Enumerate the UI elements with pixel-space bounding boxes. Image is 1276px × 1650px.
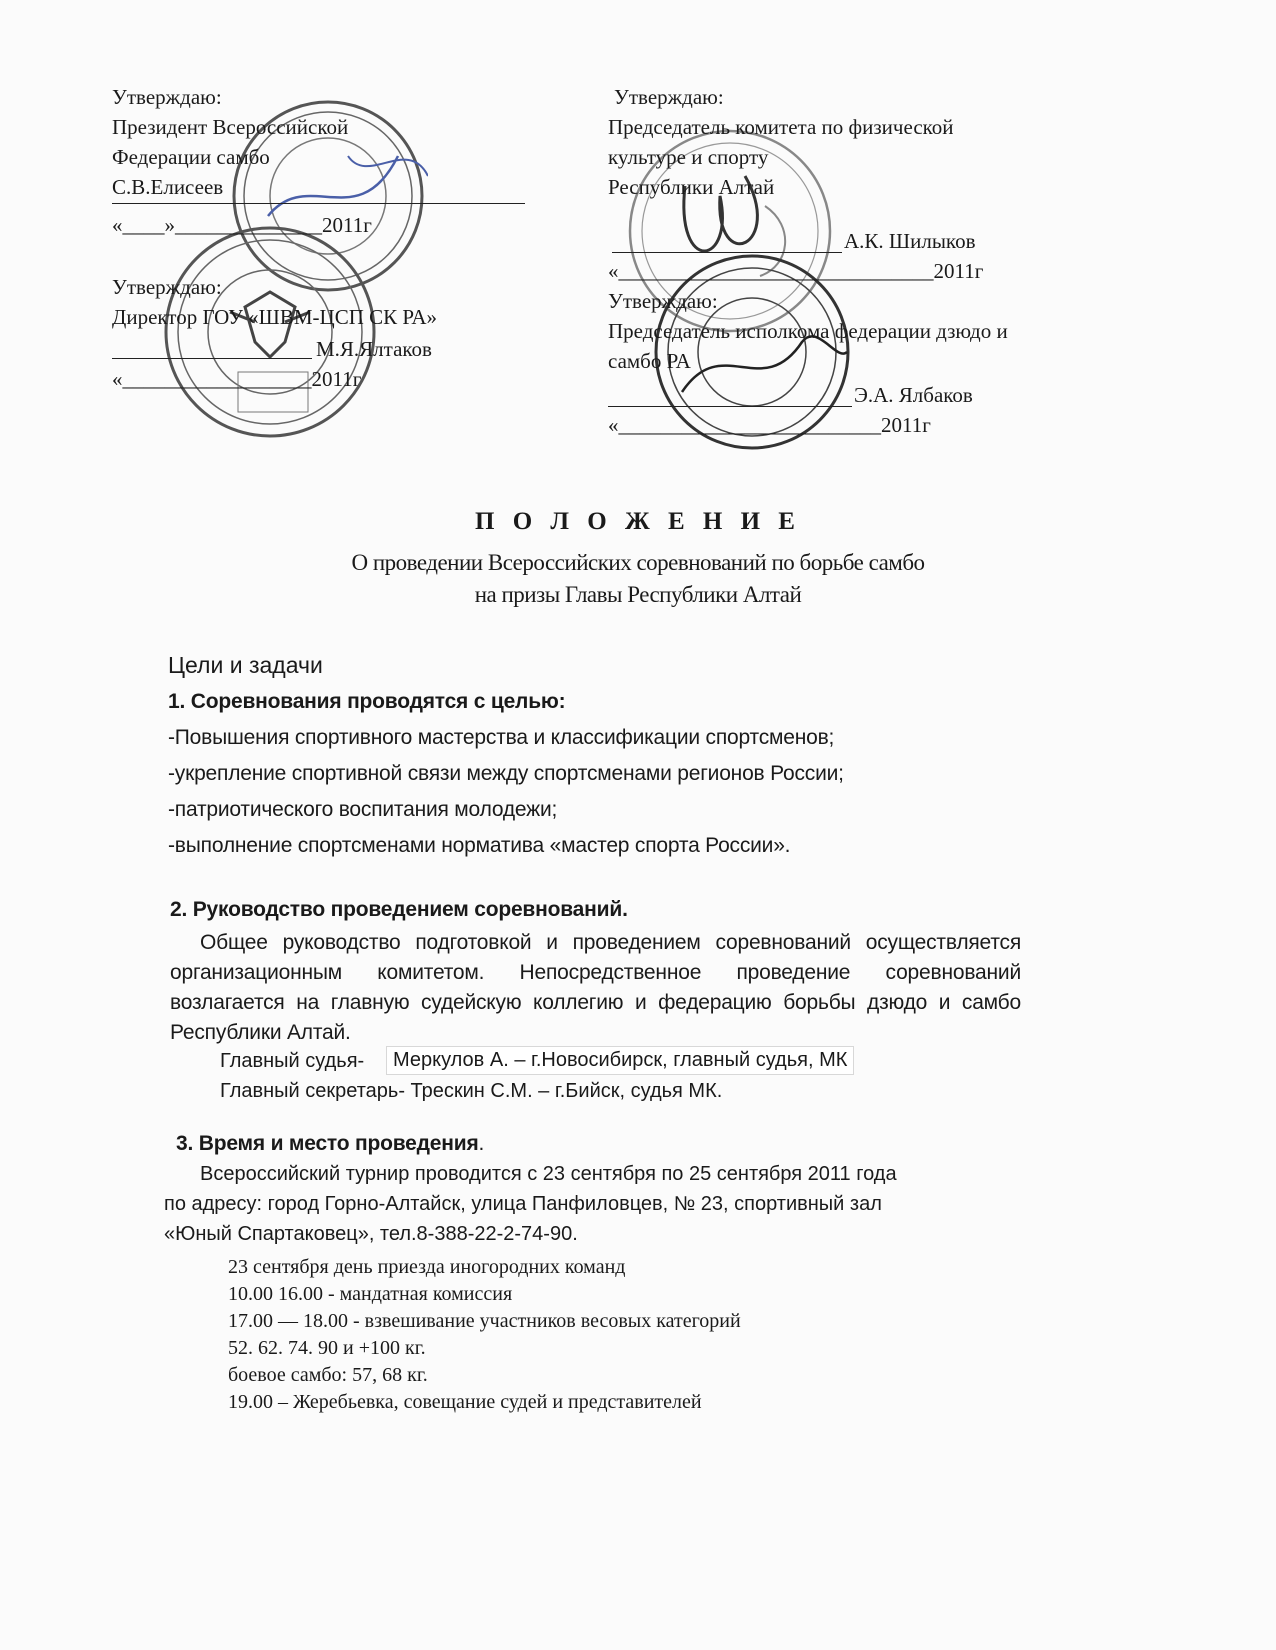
section1-title: 1. Соревнования проводятся с целью:: [168, 690, 566, 713]
document-subtitle: О проведении Всероссийских соревнований по борьбе самбо: [351, 550, 925, 575]
section3-title: [176, 1132, 484, 1156]
goals-heading: Цели и задачи: [168, 652, 323, 678]
venue-line: по адресу: город Горно-Алтайск, улица Панфиловцев, № 23, спортивный зал: [164, 1193, 882, 1215]
schedule-item: боевое самбо: 57, 68 кг.: [228, 1364, 428, 1386]
approver-name: А.К. Шилыков: [844, 229, 976, 253]
approval-date: «_________________________2011г: [608, 413, 931, 437]
signature-line: [608, 406, 852, 407]
goal-item: -укрепление спортивной связи между спортсменами регионов России;: [168, 762, 844, 785]
signature-line: [612, 252, 842, 253]
schedule-list: [228, 1254, 741, 1416]
schedule-item: 23 сентября день приезда иногородних команд: [228, 1256, 626, 1278]
approver-position: Председатель исполкома федерации дзюдо и: [608, 319, 1008, 343]
signature-line: [112, 358, 312, 359]
chief-secretary: Главный секретарь- Трескин С.М. – г.Бийск, судья МК.: [220, 1080, 723, 1102]
goal-item: -Повышения спортивного мастерства и классификации спортсменов;: [168, 726, 835, 749]
venue-line: Всероссийский турнир проводится с 23 сентября по 25 сентября 2011 года: [200, 1163, 897, 1185]
goal-item: -выполнение спортсменами норматива «мастер спорта России».: [168, 834, 791, 857]
goal-item: -патриотического воспитания молодежи;: [168, 798, 558, 821]
approver-position-cont: Федерации самбо: [112, 145, 270, 169]
section2-title: 2. Руководство проведением соревнований.: [170, 898, 628, 921]
approver-position: Председатель комитета по физической: [608, 115, 954, 139]
approval-date: «____»______________2011г: [112, 213, 372, 237]
schedule-item: 19.00 – Жеребьевка, совещание судей и представителей: [228, 1391, 702, 1413]
approver-position: Директор ГОУ «ШВМ-ЦСП СК РА»: [112, 305, 438, 329]
approval-right-top: [608, 82, 954, 202]
approver-name: Э.А. Ялбаков: [854, 383, 973, 407]
approver-position-cont: самбо РА: [608, 349, 691, 373]
document-subtitle-cont: на призы Главы Республики Алтай: [474, 582, 802, 607]
approval-label: Утверждаю:: [112, 85, 222, 109]
seal-school-director: [160, 222, 380, 442]
schedule-item: 17.00 — 18.00 - взвешивание участников весовых категорий: [228, 1310, 741, 1332]
approval-left-bottom: [112, 272, 437, 332]
approval-right-bottom: [608, 286, 1008, 376]
section3-title-dot: .: [478, 1132, 485, 1155]
approver-position-cont: культуре и спорту: [608, 145, 769, 169]
chief-judge-label: Главный судья-: [220, 1050, 365, 1072]
approval-label: Утверждаю:: [112, 275, 222, 299]
approver-region: Республики Алтай: [608, 175, 775, 199]
approver-name: С.В.Елисеев: [112, 175, 224, 199]
section3-title-text: 3. Время и место проведения: [176, 1132, 479, 1155]
schedule-item: 52. 62. 74. 90 и +100 кг.: [228, 1337, 426, 1359]
schedule-item: 10.00 16.00 - мандатная комиссия: [228, 1283, 513, 1305]
venue-line: «Юный Спартаковец», тел.8-388-22-2-74-90.: [164, 1223, 578, 1245]
approval-label: Утверждаю:: [614, 85, 724, 109]
document-title: П О Л О Ж Е Н И Е: [475, 508, 801, 535]
approval-left-top: [112, 82, 348, 202]
approval-date: «__________________2011г: [112, 367, 362, 391]
approval-date: «______________________________2011г: [608, 259, 984, 283]
chief-judge-value: Меркулов А. – г.Новосибирск, главный судья, МК: [386, 1046, 854, 1075]
section2-paragraph: [170, 928, 1021, 1048]
signature-line: [112, 203, 525, 204]
section2-text: Общее руководство подготовкой и проведением соревнований осуществляется организационным комитетом. Непосредственное проведение соревнований возлагается на главную судейскую коллегию и федерацию борьбы дзюдо и самбо Республики Алтай.: [170, 931, 1021, 1044]
approver-position: Президент Всероссийской: [112, 115, 349, 139]
approval-label: Утверждаю:: [608, 289, 718, 313]
approver-name: М.Я.Ялтаков: [316, 337, 432, 361]
